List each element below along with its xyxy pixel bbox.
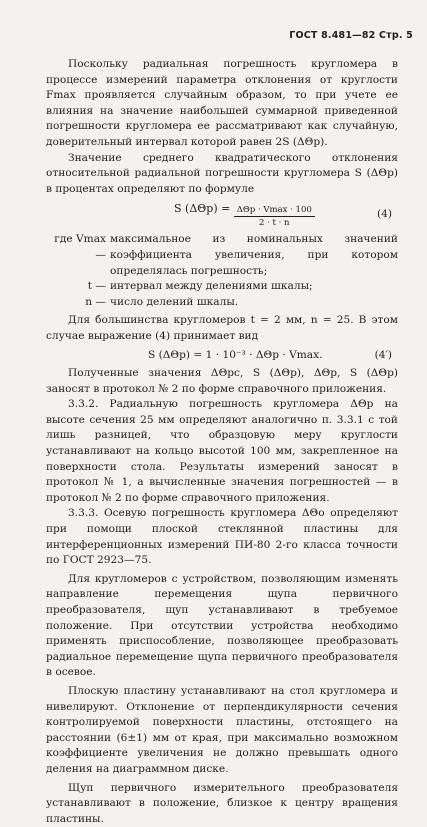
definition-term: n — — [85, 295, 106, 308]
formula-4 — [46, 201, 398, 228]
paragraph-3-3-3: 3.3.3. Осевую погрешность кругломера ΔΘо определяют при помощи плоской стеклянной пластины для интерференционных измерений ПИ-80 2-го класса точности по ГОСТ 2923—75. — [46, 507, 398, 567]
formula-4-prime-number: (4′) — [374, 348, 392, 361]
definition-term: где Vmax — — [54, 233, 106, 261]
page-body — [46, 57, 398, 827]
paragraph-std-deviation: Значение среднего квадратического отклонения относительной радиальной погрешности кругломера S (ΔΘр) в процентах определяют по формуле — [46, 151, 398, 195]
paragraph-probe-position: Щуп первичного измерительного преобразователя устанавливают в положение, близкое к центру вращения пластины. — [46, 781, 398, 825]
formula-4-number: (4) — [376, 208, 392, 221]
paragraph-radial-error: Поскольку радиальная погрешность кругломера в процессе измерений параметра отклонения от круглости Fmax проявляется случайным образом, то при учете ее влияния на значение наибольшей суммарной приведенной погрешности кругломера ее рассматривают как случайную, доверительный интервал которой равен 2S (ΔΘр). — [46, 58, 398, 148]
definition-description: интервал между делениями шкалы; — [110, 280, 313, 293]
paragraph-protocol: Полученные значения ΔΘрс, S (ΔΘр), ΔΘр, S (ΔΘр) заносят в протокол № 2 по форме справочного приложения. — [46, 367, 398, 395]
page-header: ГОСТ 8.481—82 Стр. 5 — [289, 30, 413, 41]
definition-item — [46, 279, 398, 295]
formula-4-lhs: S (ΔΘр) = — [174, 202, 231, 216]
formula-4-prime-expr: S (ΔΘр) = 1 · 10⁻³ · ΔΘр · Vmax. — [148, 348, 323, 361]
definition-description: число делений шкалы. — [110, 295, 239, 308]
paragraph-flat-plate: Плоскую пластину устанавливают на стол кругломера и нивелируют. Отклонение от перпендикулярности сечения контролируемой поверхности пластины, отстоящего на расстоянии (6±1) мм от края, при максимально возможном коэффициенте увеличения не должно превышать одного деления на диаграммном диске. — [46, 684, 398, 775]
definitions-list — [46, 232, 398, 310]
definition-description: максимальное из номинальных значений коэффициента увеличения, при котором определялась погрешность; — [110, 233, 398, 277]
paragraph-typical-values: Для большинства кругломеров t = 2 мм, n = 25. В этом случае выражение (4) принимает вид — [46, 314, 398, 342]
definition-term: t — — [87, 280, 106, 293]
formula-4-fraction — [234, 205, 315, 228]
definition-item — [46, 232, 398, 279]
formula-4-prime — [46, 348, 398, 364]
formula-4-denominator: 2 · t · n — [258, 218, 290, 229]
paragraph-3-3-2: 3.3.2. Радиальную погрешность кругломера ΔΘр на высоте сечения 25 мм определяют аналогично п. 3.3.1 с той лишь разницей, что образцовую меру круглости устанавливают на кольцо высотой 100 мм, закрепленное на поверхности стола. Результаты измерений заносят в протокол № 1, а вычисленные значения погрешностей — в протокол № 2 по форме справочного приложения. — [46, 398, 398, 504]
definition-item — [46, 295, 398, 311]
formula-4-numerator: ΔΘр · Vmax · 100 — [234, 205, 315, 217]
paragraph-probe-direction: Для кругломеров с устройством, позволяющим изменять направление перемещения щупа первичного преобразователя, щуп устанавливают в требуемое положение. При отсутствии устройства необходимо применять приспособление, позволяющее преобразовать радиальное перемещение щупа первичного преобразователя в осевое. — [46, 572, 398, 679]
